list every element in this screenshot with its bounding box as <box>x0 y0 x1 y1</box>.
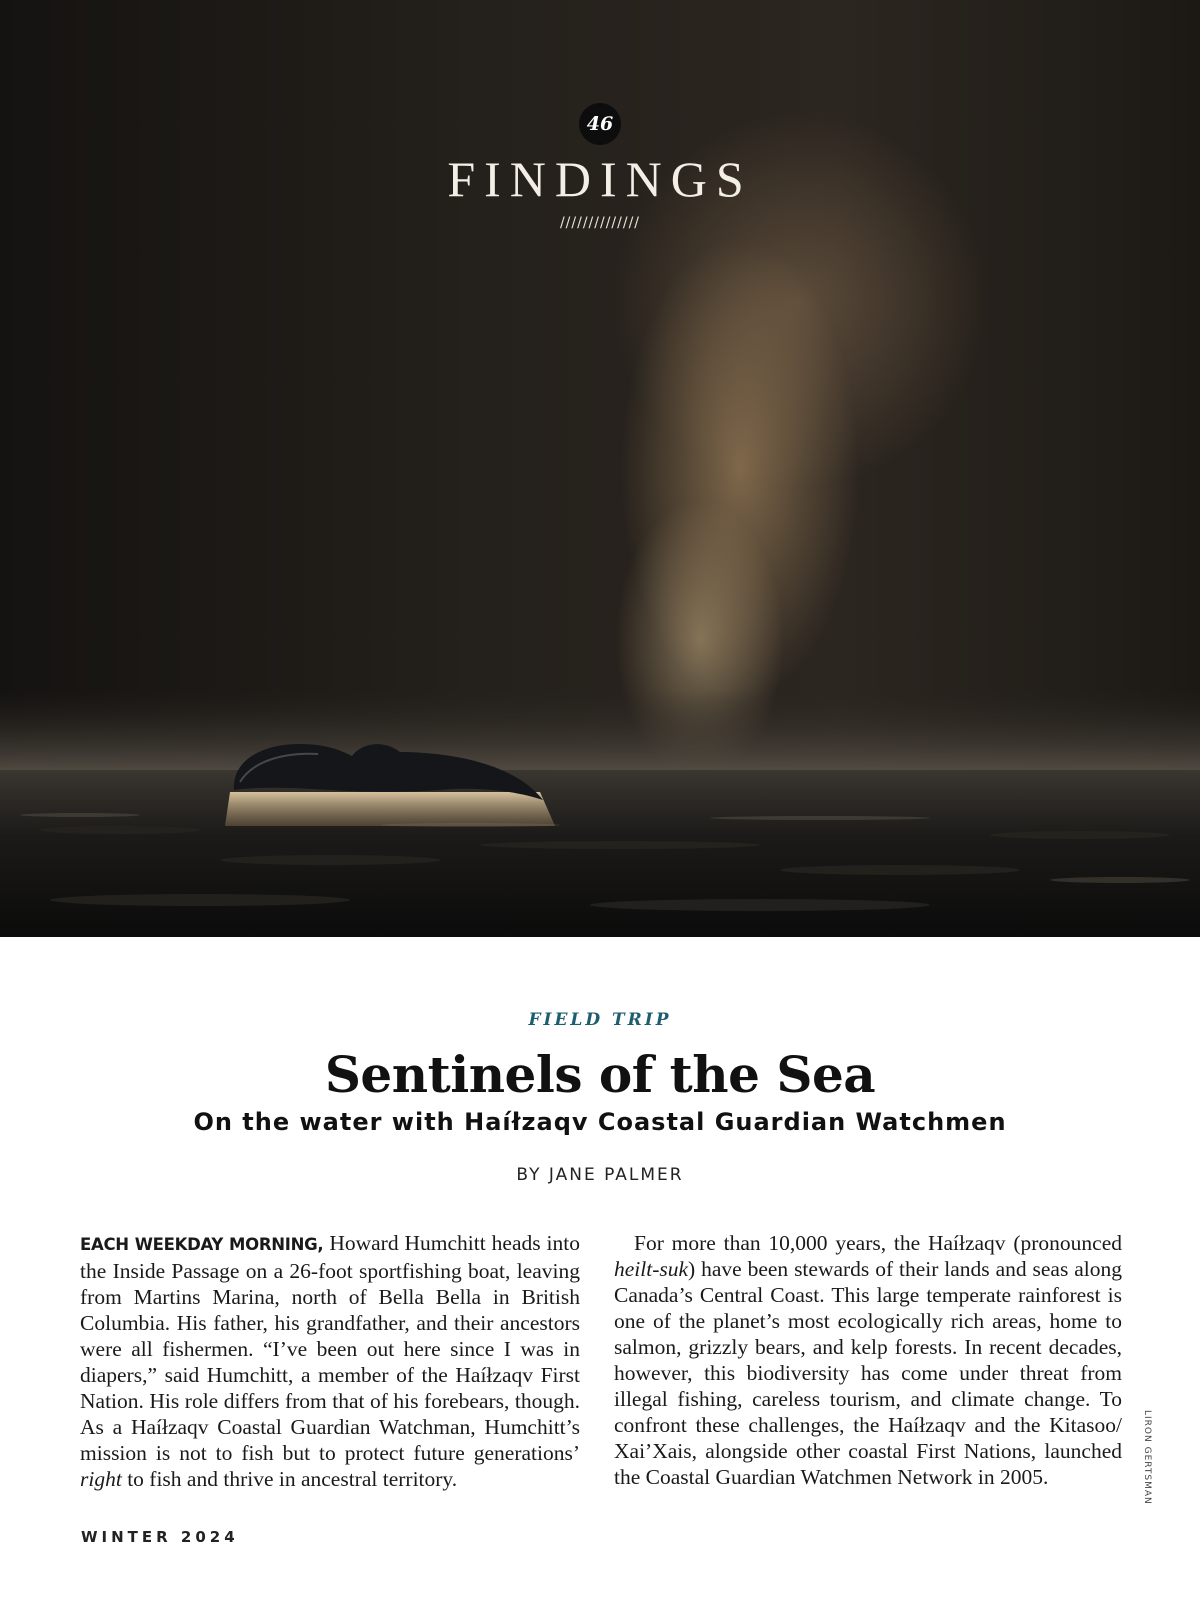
paragraph-text: ) have been stewards of their lands and seas along Canada’s Central Coast. This large temperate rainforest is one of the planet’s most ecologically rich areas, home to salmon, grizzly bears, and kelp forests. In recent decades, however, this biodiversity has come under threat from illegal fishing, careless tourism, and climate change. To confront these challenges, the Haíłzaqv and the Kitasoo/ Xai’Xais, alongside other coastal First Nations, launched the Coastal Guardian Watchmen Network in 2005. <box>614 1257 1122 1489</box>
article-headline: Sentinels of the Sea <box>324 1045 876 1104</box>
paragraph-1 <box>80 1230 580 1492</box>
issue-number-badge: 46 <box>579 103 621 145</box>
photo-credit-text: LIRON GERTSMAN <box>1142 1410 1152 1505</box>
paragraph-2 <box>614 1230 1122 1490</box>
section-divider: ////////////// <box>559 215 641 231</box>
lead-in: EACH WEEKDAY MORNING, <box>80 1235 324 1254</box>
paragraph-text: For more than 10,000 years, the Haíłzaqv (pronounced <box>634 1231 1122 1255</box>
photo-credit <box>1138 1410 1152 1610</box>
emphasis-text: right <box>80 1467 122 1491</box>
article-kicker: FIELD TRIP <box>528 1010 672 1030</box>
issue-footer: WINTER 2024 <box>81 1528 239 1546</box>
article-byline: BY JANE PALMER <box>516 1165 684 1185</box>
body-column-right <box>614 1230 1122 1490</box>
article-subhead: On the water with Haíłzaqv Coastal Guardian Watchmen <box>193 1108 1007 1136</box>
section-title: FINDINGS <box>447 151 753 207</box>
body-column-left <box>80 1230 580 1492</box>
paragraph-text: to fish and thrive in ancestral territory. <box>121 1467 458 1491</box>
paragraph-text: Howard Humchitt heads into the Inside Passage on a 26-foot sportfishing boat, leaving from Martins Marina, north of Bella Bella in British Columbia. His father, his grandfather, and their ancestors were all fishermen. “I’ve been out here since I was in diapers,” said Humchitt, a member of the Haíłzaqv First Nation. His role differs from that of his forebears, though. As a Haíłzaqv Coastal Guardian Watchman, Humchitt’s mission is not to fish but to protect future generations’ <box>80 1231 581 1465</box>
emphasis-text: heilt-suk <box>614 1257 689 1281</box>
